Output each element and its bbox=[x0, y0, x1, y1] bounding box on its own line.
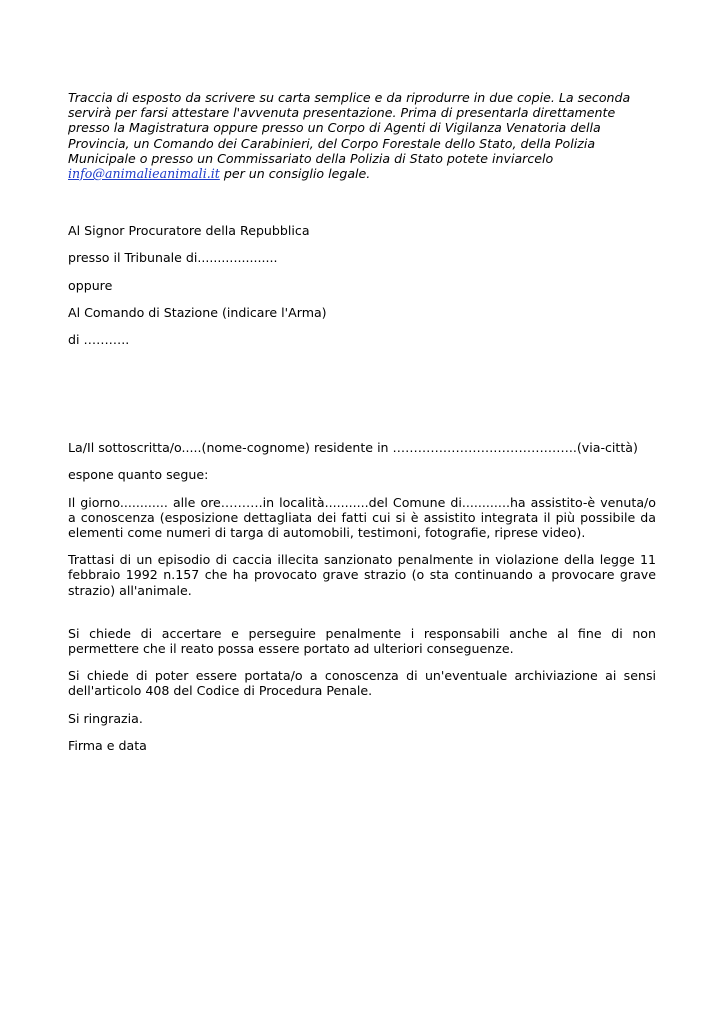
document-page bbox=[68, 90, 656, 753]
request-archiving-paragraph: Si chiede di poter essere portata/o a conoscenza di un'eventuale archiviazione ai sensi dell'articolo 408 del Codice di Procedura Penale. bbox=[68, 668, 656, 699]
intro-paragraph bbox=[68, 90, 656, 181]
facts-paragraph: Il giorno............ alle ore……….in località...........del Comune di............ha assistito-è venuta/o a conoscenza (esposizione dettagliata dei fatti cui si è assistito integrata il più possibile da elementi come numeri di targa di automobili, testimoni, fotografie, riprese video). bbox=[68, 494, 656, 541]
address-line-oppure: oppure bbox=[68, 277, 113, 293]
recipient-address bbox=[68, 223, 656, 347]
intro-text: Traccia di esposto da scrivere su carta semplice e da riprodurre in due copie. La seconda servirà per farsi attestare l'avvenuta presentazione. Prima di presentarla direttamente presso la Magistratura oppure presso un Corpo di Agenti di Vigilanza Venatoria della Provincia, un Comando dei Carabinieri, del Corpo Forestale dello Stato, della Polizia Municipale o presso un Commissariato della Polizia di Stato potete inviarcelo bbox=[68, 90, 631, 166]
intro-text-after: per un consiglio legale. bbox=[219, 166, 371, 182]
address-line-comando: Al Comando di Stazione (indicare l'Arma) bbox=[68, 304, 327, 320]
violation-paragraph: Trattasi di un episodio di caccia illecita sanzionato penalmente in violazione della legge 11 febbraio 1992 n.157 che ha provocato grave strazio (o sta continuando a provocare grave strazio) all'animale. bbox=[68, 552, 656, 598]
letter-body bbox=[68, 440, 656, 753]
address-line-tribunale: presso il Tribunale di.................... bbox=[68, 250, 278, 266]
thanks-line: Si ringrazia. bbox=[68, 710, 143, 726]
email-link[interactable]: info@animalieanimali.it bbox=[68, 166, 220, 182]
signature-line: Firma e data bbox=[68, 737, 147, 753]
address-line-procuratore: Al Signor Procuratore della Repubblica bbox=[68, 223, 310, 239]
sender-line: La/Il sottoscritta/o.....(nome-cognome) residente in ……………………………………..(via-città) bbox=[68, 440, 638, 456]
espone-line: espone quanto segue: bbox=[68, 467, 209, 483]
request-prosecution-paragraph: Si chiede di accertare e perseguire penalmente i responsabili anche al fine di non permettere che il reato possa essere portato ad ulteriori conseguenze. bbox=[68, 625, 656, 657]
address-line-di: di ……….. bbox=[68, 332, 130, 348]
